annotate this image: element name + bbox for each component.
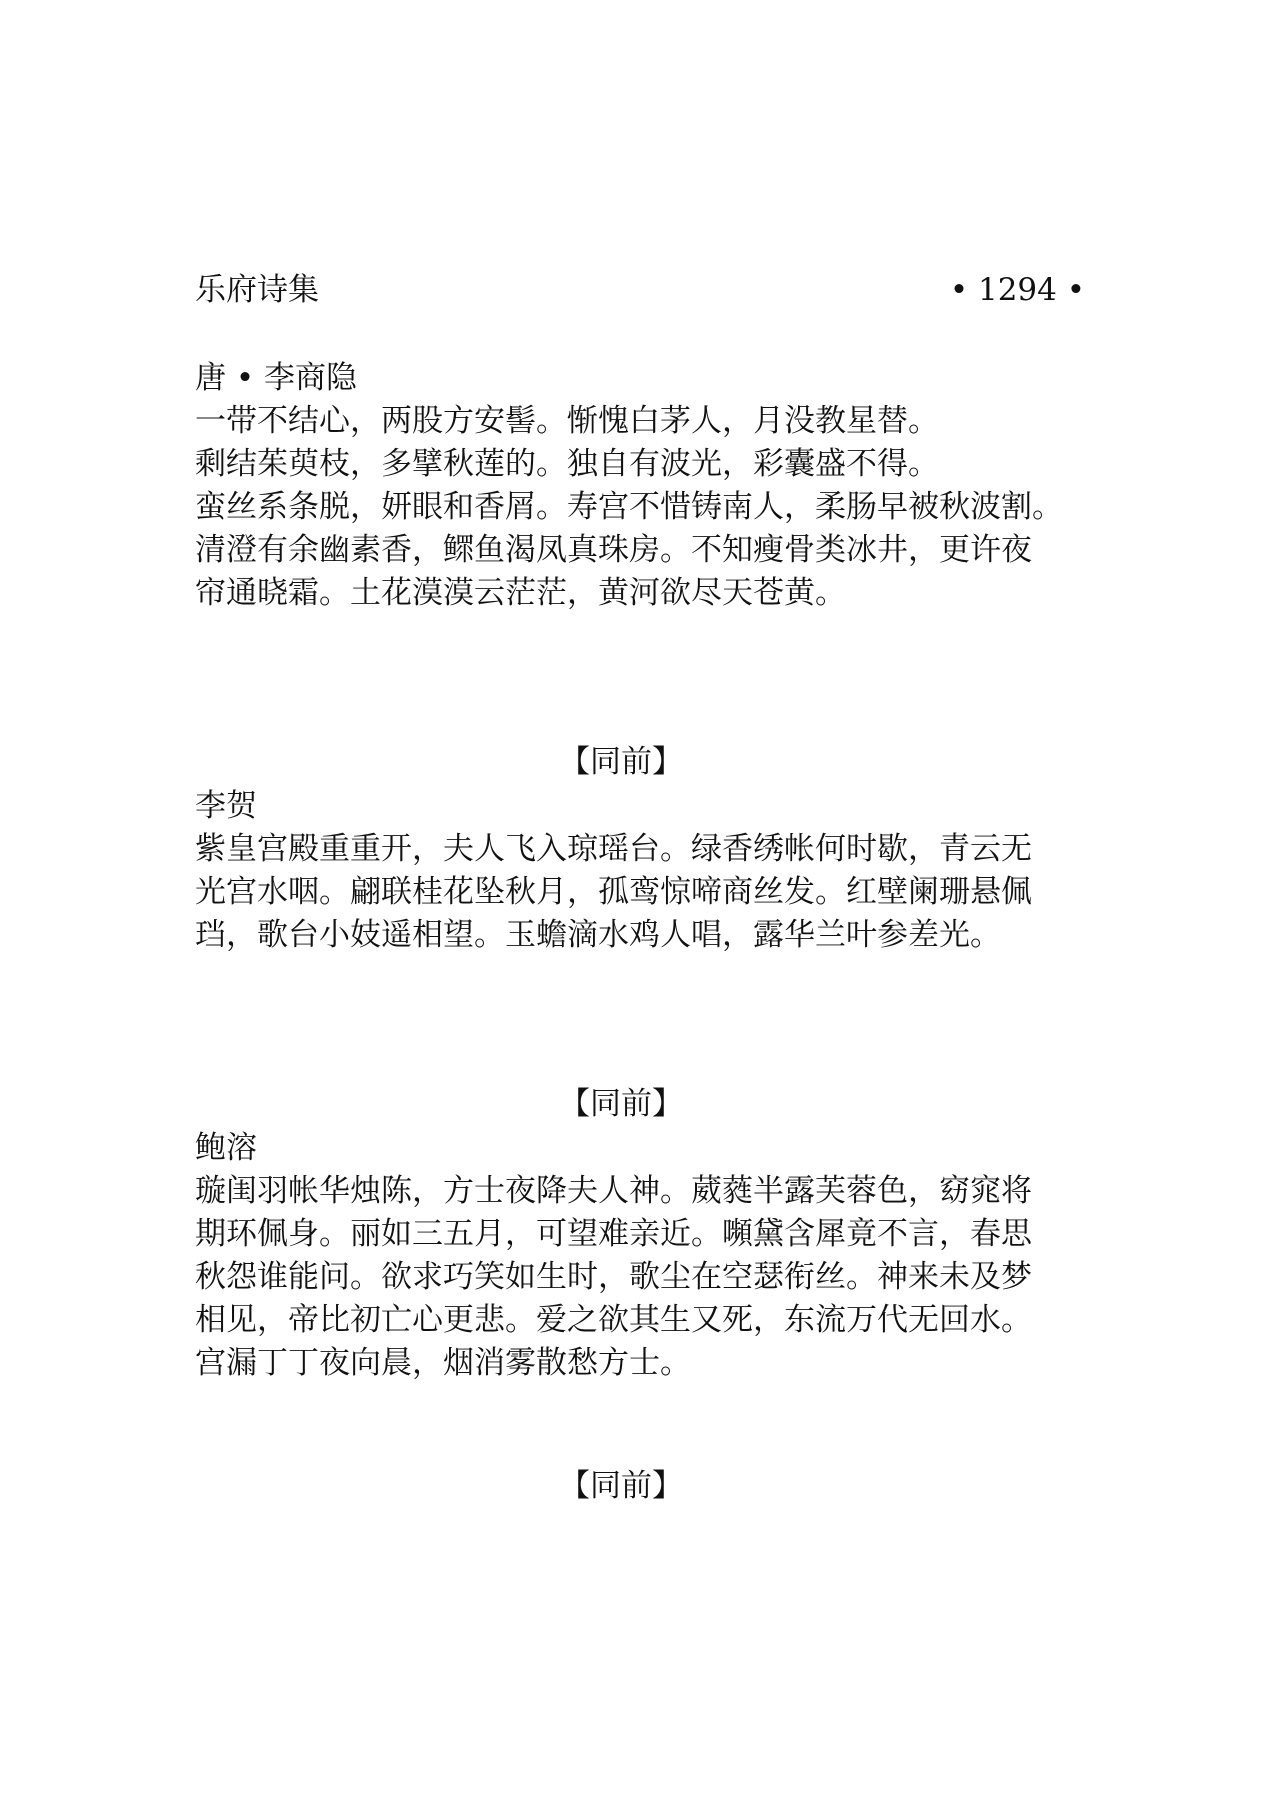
document-page [195, 0, 1095, 1795]
page-number: • 1294 • [949, 272, 1085, 308]
poem-author: 李贺 [195, 788, 257, 824]
poem-line: 期环佩身。丽如三五月，可望难亲近。嚬黛含犀竟不言，春思 [195, 1216, 1032, 1252]
poem-line: 蛮丝系条脱，妍眼和香屑。寿宫不惜铸南人，柔肠早被秋波割。 [195, 489, 1063, 525]
poem-line: 璇闺羽帐华烛陈，方士夜降夫人神。葳蕤半露芙蓉色，窈窕将 [195, 1173, 1032, 1209]
poem-line: 相见，帝比初亡心更悲。爱之欲其生又死，东流万代无回水。 [195, 1302, 1032, 1338]
poem-line: 宫漏丁丁夜向晨，烟消雾散愁方士。 [195, 1345, 691, 1381]
poem-section-li-he [195, 740, 1095, 957]
poem-line: 帘通晓霜。土花漠漠云茫茫，黄河欲尽天苍黄。 [195, 575, 846, 611]
poem-line: 清澄有余幽素香，鳏鱼渴凤真珠房。不知瘦骨类冰井，更许夜 [195, 532, 1032, 568]
section-heading: 【同前】 [559, 1086, 683, 1122]
book-title: 乐府诗集 [195, 272, 319, 308]
poem-line: 秋怨谁能问。欲求巧笑如生时，歌尘在空瑟衔丝。神来未及梦 [195, 1259, 1032, 1295]
poem-author: 鲍溶 [195, 1130, 257, 1166]
poem-line: 剩结茱萸枝，多擘秋莲的。独自有波光，彩囊盛不得。 [195, 446, 939, 482]
poem-line: 光宫水咽。翩联桂花坠秋月，孤鸾惊啼商丝发。红壁阑珊悬佩 [195, 874, 1032, 910]
page-header [195, 268, 1085, 312]
poem-author: 唐 • 李商隐 [195, 360, 357, 396]
section-heading: 【同前】 [559, 1468, 683, 1504]
poem-text [195, 828, 1095, 957]
section-heading: 【同前】 [559, 744, 683, 780]
poem-section-li-shangyin [195, 356, 1095, 615]
poem-section-bao-rong [195, 1082, 1095, 1385]
poem-section-next [195, 1464, 1095, 1508]
poem-line: 紫皇宫殿重重开，夫人飞入琼瑶台。绿香绣帐何时歇，青云无 [195, 831, 1032, 867]
poem-text [195, 1170, 1095, 1385]
poem-text [195, 400, 1095, 615]
poem-line: 珰，歌台小妓遥相望。玉蟾滴水鸡人唱，露华兰叶参差光。 [195, 917, 1001, 953]
poem-line: 一带不结心，两股方安髻。惭愧白茅人，月没教星替。 [195, 403, 939, 439]
